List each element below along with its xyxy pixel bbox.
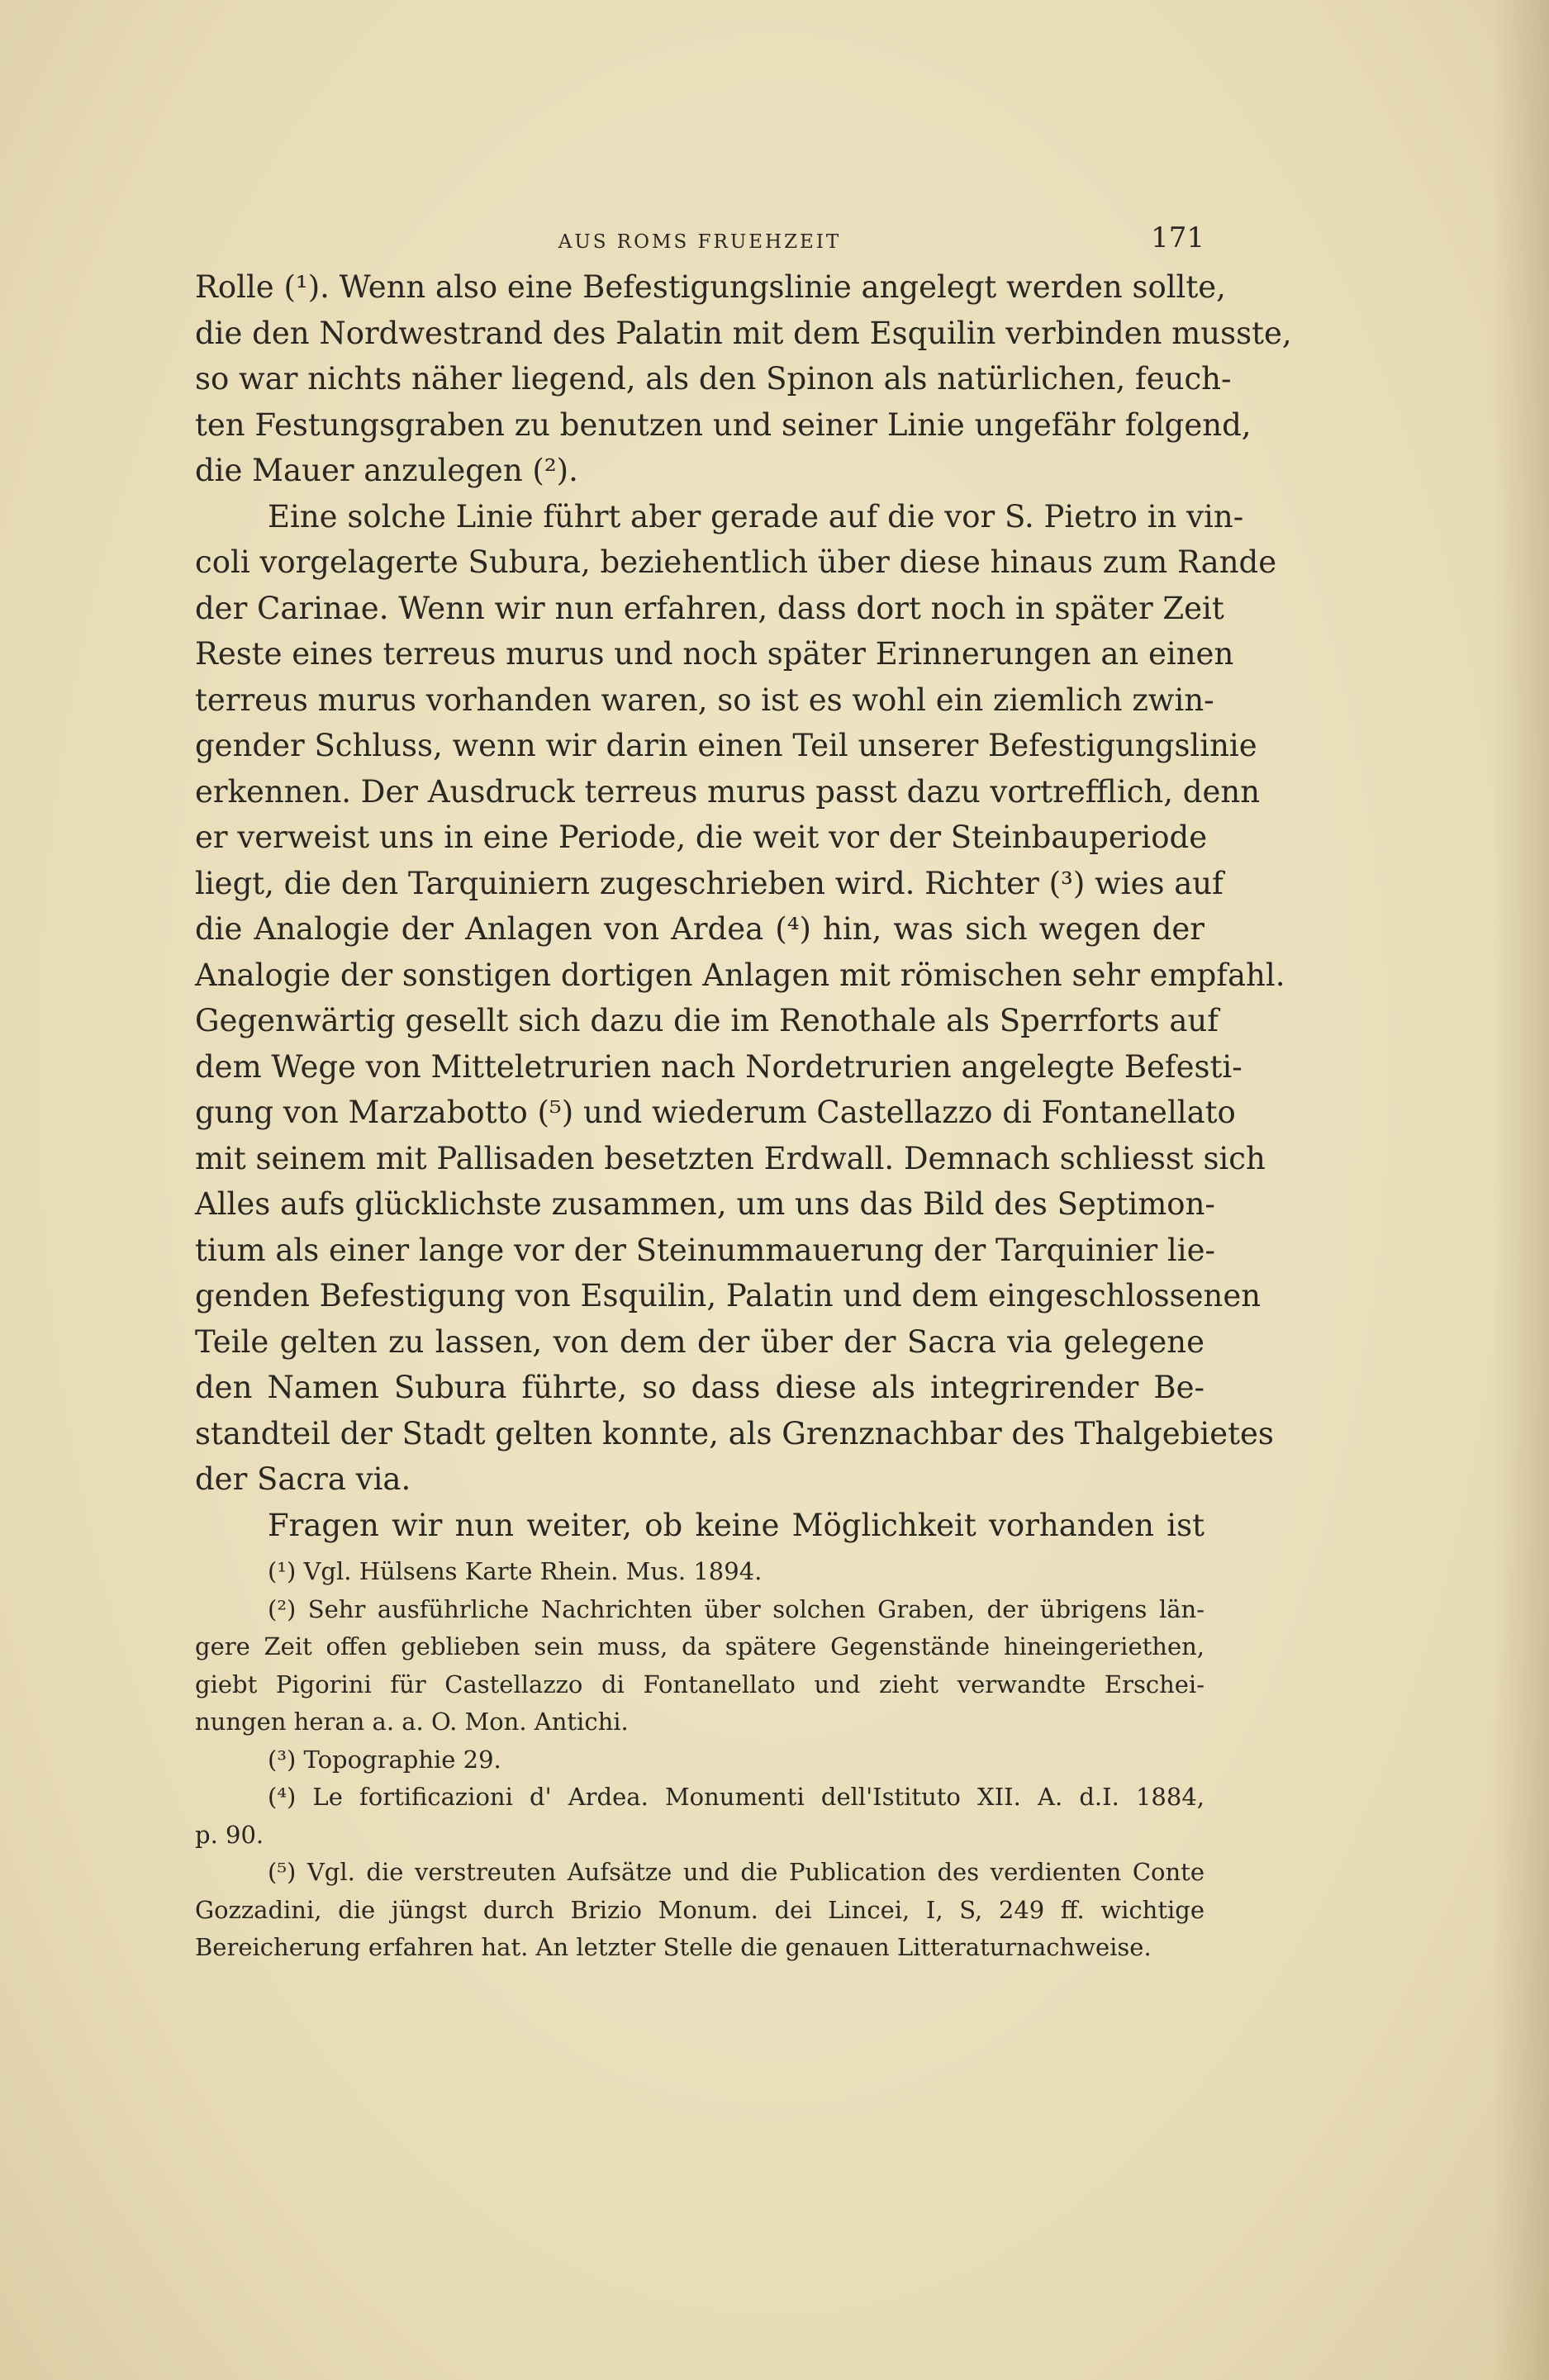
footnote-line: nungen heran a. a. O. Mon. Antichi. [195,1708,629,1736]
main-text [195,264,1292,1548]
footnote-line: (⁵) Vgl. die verstreuten Aufsätze und die Publication des verdienten Conte [268,1858,1205,1886]
text-line: mit seinem mit Pallisaden besetzten Erdwall. Demnach schliesst sich [195,1140,1266,1176]
footnotes [195,1553,1205,1967]
text-line: Fragen wir nun weiter, ob keine Möglichkeit vorhanden ist [268,1507,1205,1543]
text-line: die Mauer anzulegen (²). [195,453,578,488]
text-line: Eine solche Linie führt aber gerade auf die vor S. Pietro in vin- [268,498,1244,534]
text-line: liegt, die den Tarquiniern zugeschrieben wird. Richter (³) wies auf [195,865,1224,901]
footnote-line: (³) Topographie 29. [268,1745,501,1774]
text-line: er verweist uns in eine Periode, die weit vor der Steinbauperiode [195,819,1208,855]
text-line: die den Nordwestrand des Palatin mit dem Esquilin verbinden musste, [195,315,1292,351]
footnote-line: p. 90. [195,1820,264,1849]
text-line: der Sacra via. [195,1461,411,1497]
text-line: genden Befestigung von Esquilin, Palatin und dem eingeschlossenen [195,1278,1262,1314]
text-line: Alles aufs glücklichste zusammen, um uns das Bild des Septimon- [195,1186,1215,1222]
footnote-line: (⁴) Le fortificazioni d' Ardea. Monumenti dell'Istituto XII. A. d.I. 1884, [268,1783,1205,1811]
text-line: dem Wege von Mitteletrurien nach Nordetrurien angelegte Befesti- [195,1048,1243,1085]
text-line: Teile gelten zu lassen, von dem der über der Sacra via gelegene [195,1323,1205,1360]
text-line: Rolle (¹). Wenn also eine Befestigungslinie angelegt werden sollte, [195,269,1226,305]
footnote-line: giebt Pigorini für Castellazzo di Fontanellato und zieht verwandte Erschei- [195,1670,1205,1698]
text-line: tium als einer lange vor der Steinummauerung der Tarquinier lie- [195,1232,1216,1268]
text-line: ten Festungsgraben zu benutzen und seiner Linie ungefähr folgend, [195,406,1252,443]
page-number: 171 [1151,221,1205,254]
text-line: gender Schluss, wenn wir darin einen Teil unserer Befestigungslinie [195,728,1257,763]
text-line: so war nichts näher liegend, als den Spinon als natürlichen, feuch- [195,361,1232,397]
footnote-line: gere Zeit offen geblieben sein muss, da spätere Gegenstände hineingeriethen, [195,1632,1205,1660]
text-line: der Carinae. Wenn wir nun erfahren, dass dort noch in später Zeit [195,590,1224,626]
running-head: AUS ROMS FRUEHZEIT [558,231,842,253]
text-line: terreus murus vorhanden waren, so ist es wohl ein ziemlich zwin- [195,682,1214,718]
text-line: coli vorgelagerte Subura, beziehentlich über diese hinaus zum Rande [195,544,1277,580]
text-line: Reste eines terreus murus und noch später Erinnerungen an einen [195,636,1234,672]
text-line: erkennen. Der Ausdruck terreus murus passt dazu vortrefflich, denn [195,773,1261,810]
text-line: standteil der Stadt gelten konnte, als Grenznachbar des Thalgebietes [195,1415,1274,1451]
footnote-line: (²) Sehr ausführliche Nachrichten über solchen Graben, der übrigens län- [268,1594,1205,1623]
text-line: den Namen Subura führte, so dass diese als integrirender Be- [195,1370,1205,1405]
page-edge-shadow [1491,0,1549,2380]
text-line: gung von Marzabotto (⁵) und wiederum Castellazzo di Fontanellato [195,1095,1236,1130]
footnote-line: Gozzadini, die jüngst durch Brizio Monum. dei Lincei, I, S, 249 ff. wichtige [195,1895,1205,1924]
text-line: Gegenwärtig gesellt sich dazu die im Renothale als Sperrforts auf [195,1003,1219,1038]
footnote-line: (¹) Vgl. Hülsens Karte Rhein. Mus. 1894. [268,1557,763,1585]
text-line: die Analogie der Anlagen von Ardea (⁴) hin, was sich wegen der [195,911,1205,947]
text-line: Analogie der sonstigen dortigen Anlagen mit römischen sehr empfahl. [195,957,1285,993]
footnote-line: Bereicherung erfahren hat. An letzter Stelle die genauen Litteraturnachweise. [195,1933,1152,1961]
page-header [195,221,1205,263]
